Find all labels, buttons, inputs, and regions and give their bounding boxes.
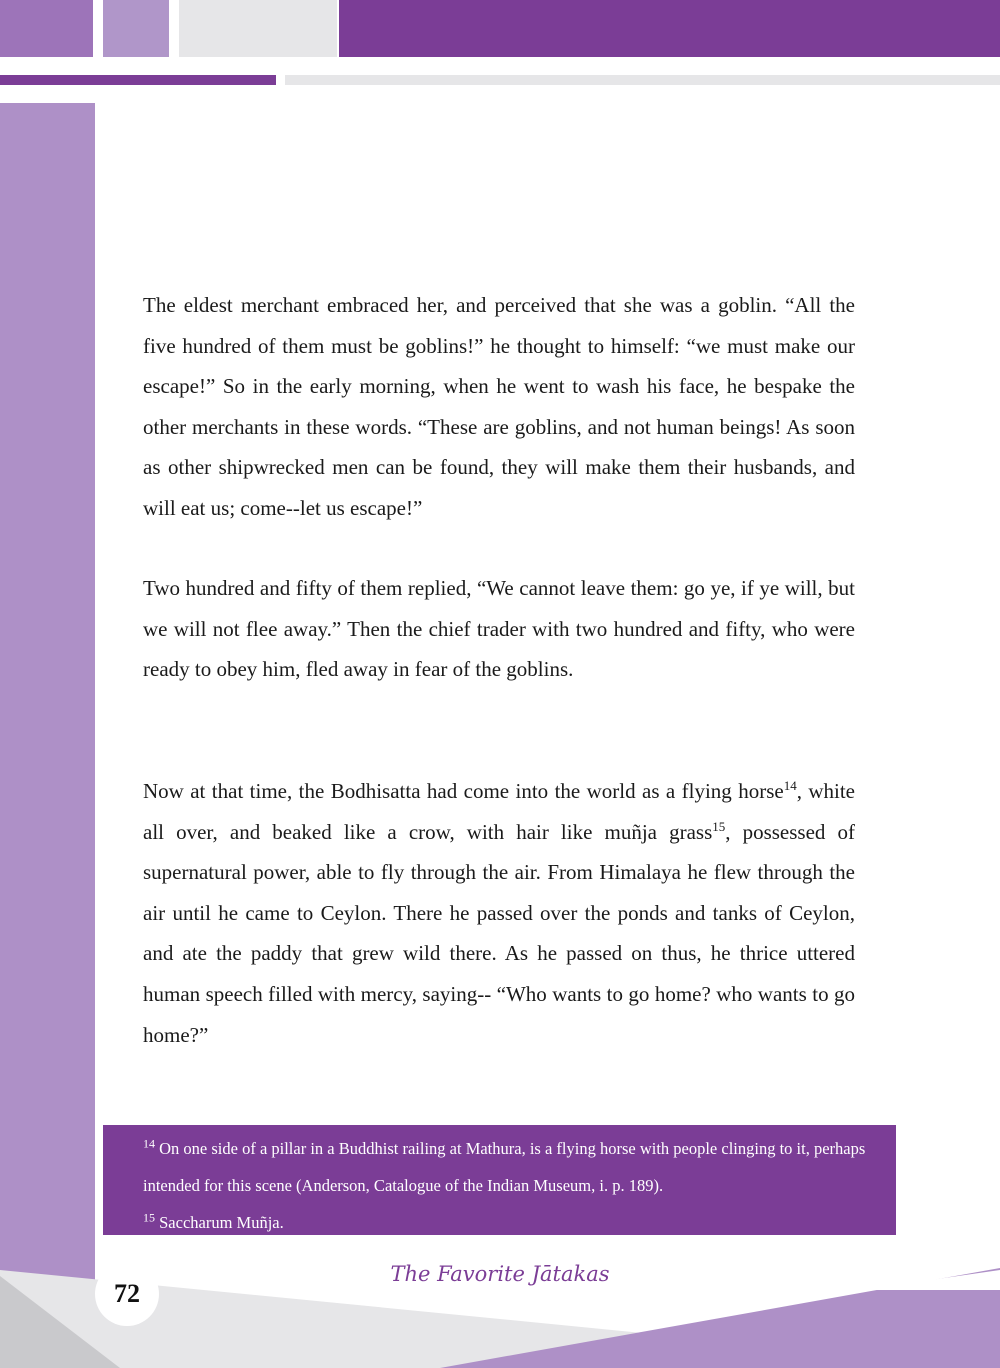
footnote-ref-15[interactable]: 15 xyxy=(712,818,726,834)
footnote-text-14: On one side of a pillar in a Buddhist railing at Mathura, is a flying horse with people clinging to it, perhaps intended for this scene (Anderson, Catalogue of the Indian Museum, i. p. 189). xyxy=(143,1139,866,1195)
paragraph-3-text-3: , possessed of supernatural power, able to fly through the air. From Himalaya he flew through the air until he came to Ceylon. There he passed over the ponds and tanks of Ceylon, and ate the paddy that grew wild there. As he passed on thus, he thrice uttered human speech filled with mercy, saying-- “Who wants to go home? who wants to go home?” xyxy=(143,819,855,1047)
footnote-14 xyxy=(143,1130,873,1204)
paragraph-3-text-2: , white all over, and beaked like a crow, with hair like muñja grass xyxy=(143,779,856,844)
paragraph-1: The eldest merchant embraced her, and perceived that she was a goblin. “All the five hundred of them must be goblins!” he thought to himself: “we must make our escape!” So in the early morning, when he went to wash his face, he bespake the other merchants in these words. “These are goblins, and not human beings! As soon as other shipwrecked men can be found, they will make them their husbands, and will eat us; come--let us escape!” xyxy=(143,293,855,520)
header-block-2 xyxy=(103,0,169,57)
footnote-box xyxy=(103,1125,896,1235)
paragraph-3 xyxy=(143,771,855,1055)
header-block-4 xyxy=(339,0,1000,57)
footnote-number-14: 14 xyxy=(143,1136,155,1151)
page-number: 72 xyxy=(95,1262,159,1326)
book-title: The Favorite Jātakas xyxy=(390,1262,610,1286)
footnote-text-15: Saccharum Muñja. xyxy=(155,1213,284,1232)
footnote-number-15: 15 xyxy=(143,1210,155,1225)
paragraph-2: Two hundred and fifty of them replied, “We cannot leave them: go ye, if ye will, but we will not flee away.” Then the chief trader with two hundred and fifty, who were ready to obey him, fled away in fear of the goblins. xyxy=(143,576,855,682)
paragraph-3-text-1: Now at that time, the Bodhisatta had come into the world as a flying horse xyxy=(143,779,784,803)
header-block-3 xyxy=(179,0,337,57)
footer-white-stripe xyxy=(860,1270,1000,1290)
header-block-1 xyxy=(0,0,93,57)
header-line-gray xyxy=(285,75,1000,85)
left-sidebar-bar xyxy=(0,103,95,1293)
header-line-purple xyxy=(0,75,276,85)
footnote-15 xyxy=(143,1204,873,1241)
footnote-ref-14[interactable]: 14 xyxy=(783,778,797,793)
